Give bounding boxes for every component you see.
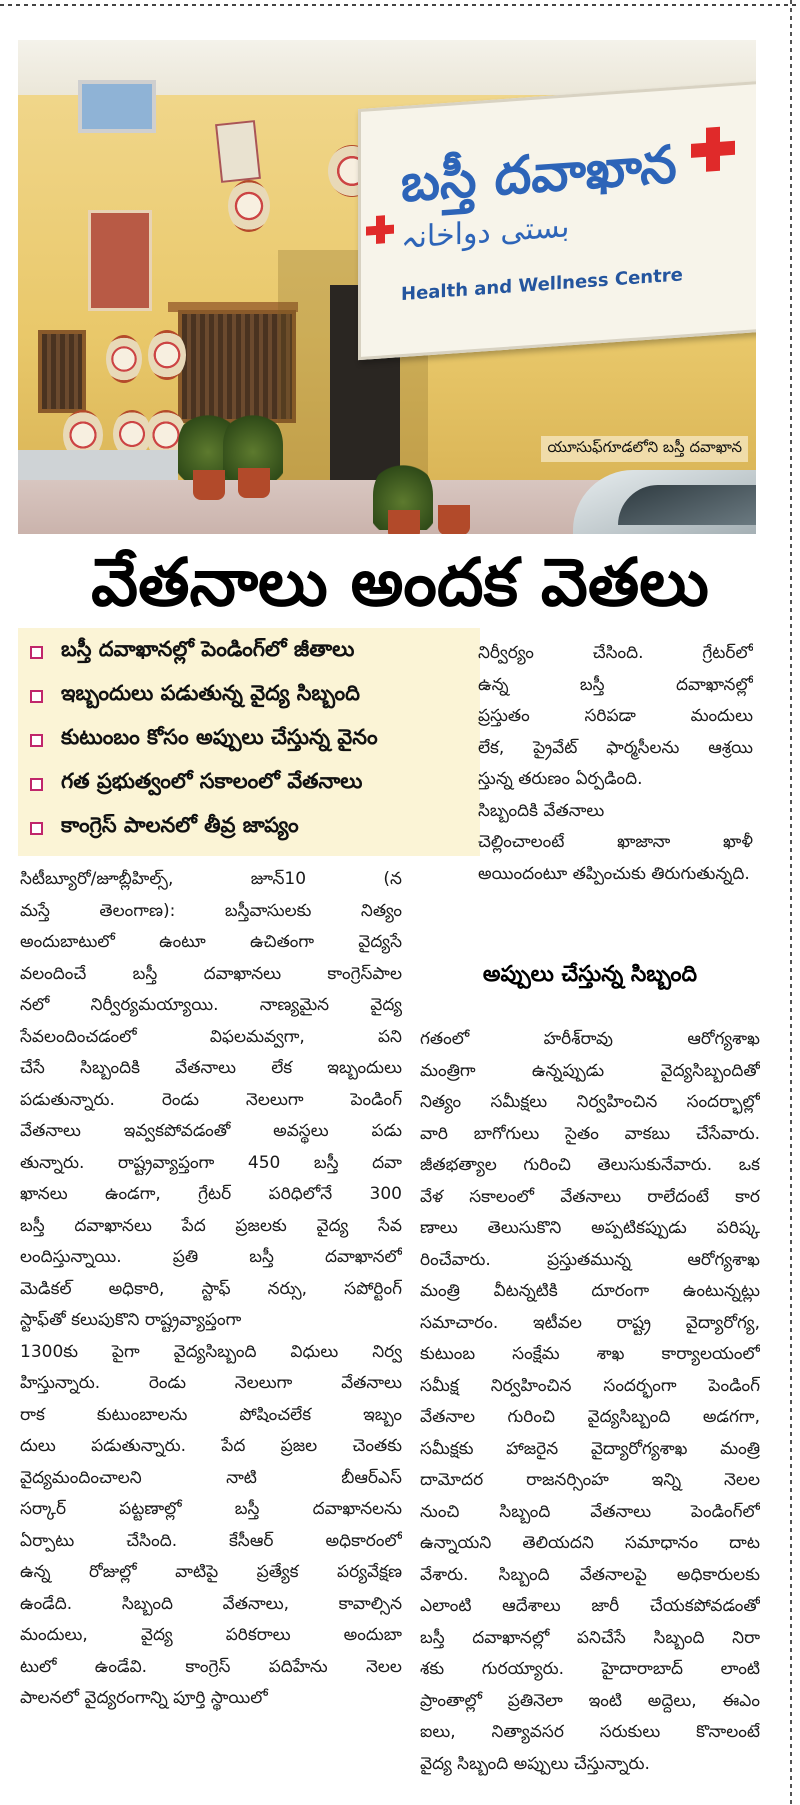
text-line: వైద్యమందించాలని నాటి బీఆర్‌ఎస్‌ [20, 1467, 402, 1488]
right-column-top-text [478, 638, 753, 890]
text-line: రాక కుటుంబాలను పోషించలేక ఇబ్బం [20, 1404, 402, 1425]
text-line: సిబ్బందికి వేతనాలు [478, 800, 605, 821]
text-line: జీతభత్యాల గురించి తెలుసుకునేవారు. ఒక [420, 1155, 760, 1175]
highlight-item [30, 676, 360, 716]
text-line: ఎలాంటి ఆదేశాలు జారీ చేయకపోవడంతో [420, 1596, 760, 1616]
text-line: ఖానలు ఉండగా, గ్రేటర్‌ పరిధిలోనే 300 [20, 1184, 402, 1204]
text-line: సమీక్ష నిర్వహించిన సందర్భంగా పెండింగ్‌ [420, 1375, 760, 1396]
text-line: ఐలు, నిత్యావసర సరుకులు కొనాలంటే [420, 1722, 760, 1742]
left-column-text [20, 864, 402, 1715]
text-line: పాలనలో వైద్యరంగాన్ని పూర్తి స్థాయిలో [20, 1688, 268, 1708]
text-line: వేశారు. సిబ్బంది వేతనాలపై అధికారులకు [420, 1564, 760, 1585]
text-line: దామోదర రాజనర్సింహ ఇన్ని నెలల [420, 1470, 760, 1490]
article-subheading: అప్పులు చేస్తున్న సిబ్బంది [482, 962, 698, 987]
text-line: సమాచారం. ఇటీవల రాష్ట్ర వైద్యారోగ్య, [420, 1312, 760, 1333]
photo-wall-medallion [228, 180, 270, 232]
top-dashed-border [0, 0, 800, 12]
text-line: గతంలో హరీశ్‌రావు ఆరోగ్యశాఖ [420, 1029, 760, 1049]
right-column-bottom-text [420, 1024, 760, 1780]
text-line: ప్రాంతాల్లో ప్రతినెలా ఇంటి అద్దెలు, ఈఎం [420, 1690, 760, 1711]
text-line: చేసే సిబ్బందికి వేతనాలు లేక ఇబ్బందులు [20, 1058, 402, 1078]
text-line: నలో నిర్వీర్యమయ్యాయి. నాణ్యమైన వైద్య [20, 995, 402, 1015]
photo-wall-poster [88, 210, 152, 311]
text-line: బస్తీ దవాఖానలు పేద ప్రజలకు వైద్య సేవ [20, 1215, 402, 1236]
article-photo [18, 40, 756, 534]
clinic-signboard [358, 81, 756, 360]
text-line: 1300కు పైగా వైద్యసిబ్బంది విధులు నిర్వ [20, 1341, 402, 1362]
text-line: తున్నారు. రాష్ట్రవ్యాప్తంగా 450 బస్తీ దవా [20, 1152, 402, 1173]
text-line: ఉన్నాయని తెలియదని సమాధానం దాట [420, 1533, 760, 1553]
text-line: లందిస్తున్నాయి. ప్రతి బస్తీ దవాఖానలో [20, 1247, 402, 1267]
text-line: రించేవారు. ప్రస్తుతమున్న ఆరోగ్యశాఖ [420, 1249, 760, 1270]
signboard-english-text: Health and Wellness Centre [401, 264, 683, 306]
text-line: బస్తీ దవాఖానల్లో పనిచేసే సిబ్బంది నిరా [420, 1627, 760, 1648]
text-line: ఉన్న రోజుల్లో వాటిపై ప్రత్యేక పర్యవేక్షణ [20, 1562, 402, 1582]
photo-upper-window [78, 80, 156, 133]
red-cross-icon [366, 215, 394, 245]
text-line: పడుతున్నారు. రెండు నెలలుగా పెండింగ్‌ [20, 1089, 402, 1110]
photo-window [38, 330, 86, 413]
text-line: చెల్లించాలంటే ఖాజానా ఖాళీ [478, 832, 753, 852]
highlight-text: గత ప్రభుత్వంలో సకాలంలో వేతనాలు [61, 769, 363, 793]
highlight-text: బస్తీ దవాఖానల్లో పెండింగ్‌లో జీతాలు [61, 637, 355, 661]
photo-flower-pot [438, 505, 470, 534]
square-bullet-icon [30, 734, 43, 747]
photo-wall-medallion [106, 335, 142, 383]
highlight-item [30, 632, 354, 672]
photo-flower-pot [388, 510, 420, 534]
text-line: వారి బాగోగులు సైతం వాకబు చేసేవారు. [420, 1123, 760, 1144]
article-headline: వేతనాలు అందక వెతలు [91, 544, 709, 621]
text-line: మంత్రిగా ఉన్నప్పుడు వైద్యసిబ్బందితో [420, 1060, 760, 1081]
signboard-telugu-text: బస్తీ దవాఖాన [401, 134, 677, 215]
highlight-item [30, 720, 378, 760]
text-line: వేతనాల గురించి వైద్యసిబ్బంది అడగగా, [420, 1407, 760, 1427]
text-line: సర్కార్‌ పట్టణాల్లో బస్తీ దవాఖానలను [20, 1499, 402, 1519]
text-line: స్టాఫ్‌తో కలుపుకొని రాష్ట్రవ్యాప్తంగా [20, 1310, 242, 1330]
square-bullet-icon [30, 690, 43, 703]
text-line: ప్రస్తుతం సరిపడా మందులు [478, 706, 753, 726]
text-line: వలందించే బస్తీ దవాఖానలు కాంగ్రెస్‌పాల [20, 963, 402, 984]
text-line: సిటీబ్యూరో/జూబ్లీహిల్స్‌, జూన్‌10 (న [20, 869, 402, 889]
text-line: వేళ సకాలంలో వేతనాలు రాలేదంటే కార [420, 1186, 760, 1207]
text-line: మంత్రి వీటన్నటికి దూరంగా ఉంటున్నట్లు [420, 1281, 760, 1301]
photo-caption: యూసుఫ్‌గూడలోని బస్తీ దవాఖాన [541, 436, 748, 462]
text-line: సమీక్షకు హాజరైన వైద్యారోగ్యశాఖ మంత్రి [420, 1438, 760, 1459]
square-bullet-icon [30, 646, 43, 659]
text-line: వేతనాలు ఇవ్వకపోవడంతో అవస్థలు పడు [20, 1121, 402, 1141]
text-line: స్తున్న తరుణం ఏర్పడింది. [478, 769, 643, 789]
highlights-box [18, 628, 480, 856]
text-line: నిత్యం సమీక్షలు నిర్వహించిన సందర్భాల్లో [420, 1092, 760, 1112]
text-line: వైద్య సిబ్బంది అప్పులు చేస్తున్నారు. [420, 1753, 650, 1774]
square-bullet-icon [30, 778, 43, 791]
text-line: శకు గురయ్యారు. హైదారాబాద్‌ లాంటి [420, 1659, 760, 1679]
text-line: అందుబాటులో ఉంటూ ఉచితంగా వైద్యసే [20, 932, 402, 952]
text-line: కుటుంబ సంక్షేమ శాఖ కార్యాలయంలో [420, 1344, 760, 1364]
photo-wall-medallion [148, 330, 186, 380]
highlight-text: ఇబ్బందులు పడుతున్న వైద్య సిబ్బంది [61, 681, 360, 705]
text-line: నుంచి సిబ్బంది వేతనాలు పెండింగ్‌లో [420, 1501, 760, 1522]
text-line: నిర్వీర్యం చేసింది. గ్రేటర్‌లో [478, 643, 753, 663]
right-dashed-border [790, 0, 792, 1805]
text-line: మందులు, వైద్య పరికరాలు అందుబా [20, 1625, 402, 1645]
text-line: హిస్తున్నారు. రెండు నెలలుగా వేతనాలు [20, 1373, 402, 1393]
text-line: అయిందంటూ తప్పించుకు తిరుగుతున్నది. [478, 863, 750, 884]
highlight-item [30, 764, 362, 804]
text-line: మస్తే తెలంగాణ): బస్తీవాసులకు నిత్యం [20, 900, 402, 921]
text-line: ణాలు తెలుసుకొని అప్పటికప్పుడు పరిష్క [420, 1218, 760, 1238]
text-line: ఉండేది. సిబ్బంది వేతనాలు, కావాల్సిన [20, 1593, 402, 1614]
signboard-urdu-text: بستی دواخانہ [401, 209, 570, 257]
text-line: టులో ఉండేవి. కాంగ్రెస్‌ పదిహేను నెలల [20, 1656, 402, 1677]
text-line: ఏర్పాటు చేసింది. కేసీఆర్‌ అధికారంలో [20, 1530, 402, 1551]
text-line: లేక, ప్రైవేట్‌ ఫార్మసీలను ఆశ్రయి [478, 737, 753, 758]
photo-flower-pot [238, 468, 270, 498]
text-line: దులు పడుతున్నారు. పేద ప్రజల చెంతకు [20, 1436, 402, 1456]
photo-wall-poster-small [215, 120, 261, 183]
highlight-text: కాంగ్రెస్‌ పాలనలో తీవ్ర జాప్యం [61, 813, 299, 837]
photo-flower-pot [193, 470, 225, 500]
square-bullet-icon [30, 822, 43, 835]
red-cross-icon [691, 126, 735, 173]
text-line: ఉన్న బస్తీ దవాఖానల్లో [478, 674, 753, 695]
photo-car-window [618, 485, 756, 525]
text-line: సేవలందించడంలో విఫలమవ్వగా, పని [20, 1026, 402, 1047]
highlight-item [30, 808, 299, 848]
highlight-text: కుటుంబం కోసం అప్పులు చేస్తున్న వైనం [61, 725, 378, 749]
text-line: మెడికల్‌ అధికారి, స్టాఫ్‌ నర్సు, సపోర్టింగ్‌ [20, 1278, 402, 1299]
